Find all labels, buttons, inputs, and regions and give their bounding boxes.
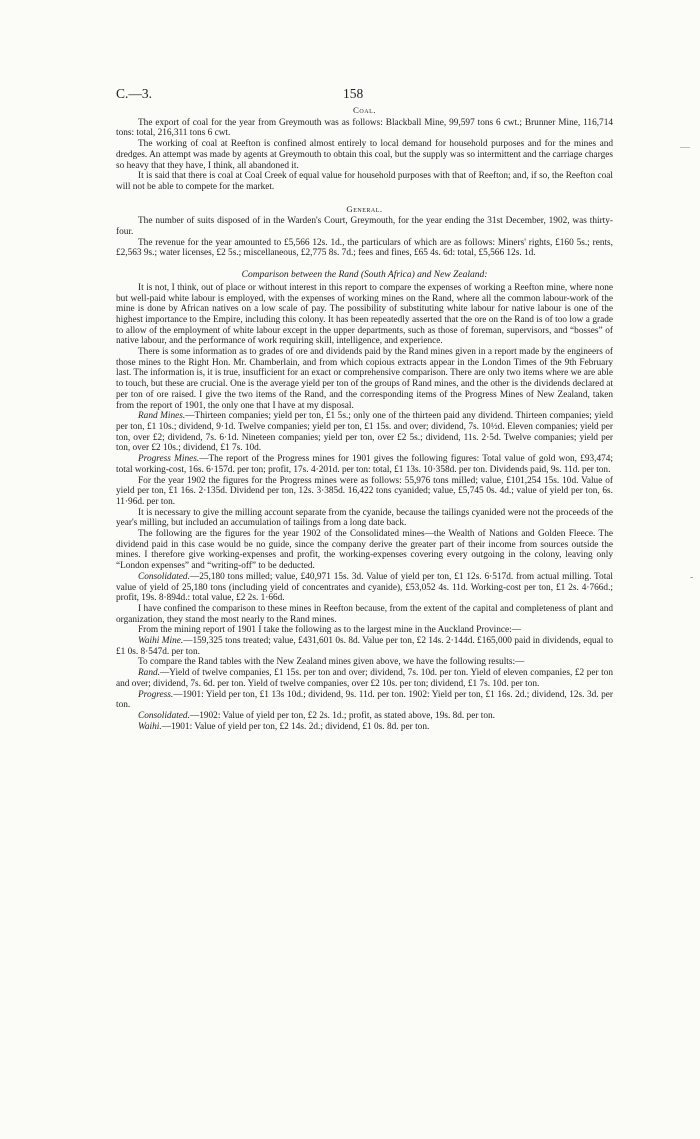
result-rand: Rand.—Yield of twelve companies, £1 15s. per ton and over; dividend, 7s. 10d. per ton. Yield of eleven companies, £2 per ton and over; dividend, 7s. 6d. per ton. Yield of twelve companies, over £2 10s. per ton; dividend, £1 7s. 10d. per ton. (116, 668, 613, 689)
paragraph: The revenue for the year amounted to £5,566 12s. 1d., the particulars of which are as follows: Miners' rights, £160 5s.; rents, £2,563 9s.; water licenses, £2 5s.; miscellaneous, £2,775 8s. 7d.; fees and fines, £65 4s. 6d: total, £5,566 12s. 1d. (116, 237, 613, 259)
page-number: 158 (343, 86, 364, 101)
paragraph: It is necessary to give the milling account separate from the cyanide, because the tailings cyanided were not the proceeds of the year's milling, but included an accumulation of tailings from a long date back. (116, 507, 613, 529)
report-code: C.—3. (116, 86, 153, 101)
paragraph: To compare the Rand tables with the New Zealand mines given above, we have the following results:— (138, 657, 525, 668)
paragraph: The following are the figures for the year 1902 of the Consolidated mines—the Wealth of Nations and Golden Fleece. The dividend paid in this case would be no guide, since the company derive the greater part of their income from sources outside the mines. I therefore give working-expenses and profit, the working-expenses covering every outgoing in the colony, leaving only “London expenses” and “writing-off” to be deducted. (116, 529, 613, 572)
paragraph: The number of suits disposed of in the Warden's Court, Greymouth, for the year ending the 31st December, 1902, was thirty-four. (116, 216, 613, 238)
result-waihi: Waihi.—1901: Value of yield per ton, £2 14s. 2d.; dividend, £1 0s. 8d. per ton. (138, 721, 430, 732)
paragraph: I have confined the comparison to these mines in Reefton because, from the extent of the capital and completeness of plant and organization, they stand the most nearly to the Rand mines. (116, 603, 613, 625)
margin-dash: - (690, 572, 694, 583)
margin-dash: — (680, 142, 690, 153)
paragraph: For the year 1902 the figures for the Progress mines were as follows: 55,976 tons milled; value, £101,254 15s. 10d. Value of yield per ton, £1 16s. 2·135d. Dividend per ton, 12s. 3·385d. 16,422 tons cyanided; value, £5,745 0s. 4d.; value of yield per ton, 6s. 11·96d. per ton. (116, 475, 613, 507)
document-body (116, 105, 613, 732)
result-progress: Progress.—1901: Yield per ton, £1 13s 10d.; dividend, 9s. 11d. per ton. 1902: Yield per ton, £1 16s. 2d.; dividend, 12s. 3d. per ton. (116, 689, 613, 711)
result-consolidated: Consolidated.—1902: Value of yield per ton, £2 2s. 1d.; profit, as stated above, 19s. 8d. per ton. (138, 710, 495, 721)
paragraph: The export of coal for the year from Greymouth was as follows: Blackball Mine, 99,597 tons 6 cwt.; Brunner Mine, 116,714 tons: total, 216,311 tons 6 cwt. (116, 117, 613, 139)
paragraph: It is said that there is coal at Coal Creek of equal value for household purposes with that of Reefton; and, if so, the Reefton coal will not be able to compete for the market. (116, 171, 613, 192)
waihi-mine-paragraph: Waihi Mine.—159,325 tons treated; value, £431,601 0s. 8d. Value per ton, £2 14s. 2·144d. £165,000 paid in dividends, equal to £1 0s. 8·547d. per ton. (116, 636, 613, 657)
paragraph: It is not, I think, out of place or without interest in this report to compare the expenses of working a Reefton mine, where none but well-paid white labour is employed, with the expenses of working mines on the Rand, where all the common labour-work of the mine is done by African natives on a low scale of pay. The possibility of substituting white labour for native labour is one of the highest importance to the Empire, including this colony. It has been repeatedly asserted that the ore on the Rand is of too low a grade to allow of the employment of white labour except in the upper departments, such as those of foreman, supervisors, and “bosses” of native labour, and the performance of work requiring skill, intelligence, and experience. (116, 282, 613, 347)
section-heading-general: General. (346, 203, 383, 214)
paragraph: There is some information as to grades of ore and dividends paid by the Rand mines given in a report made by the engineers of those mines to the Right Hon. Mr. Chamberlain, and from which copious extracts appear in the London Times of the 9th February last. The information is, it is true, insufficient for an exact or comprehensive comparison. There are only two items where we are able to touch, but these are crucial. One is the average yield per ton of the groups of Rand mines, and the other is the dividends declared at per ton of ore raised. I give the two items of the Rand, and the corresponding items of the Progress Mines of New Zealand, taken from the report of 1901, the only one that I have at my disposal. (116, 347, 613, 411)
paragraph: From the mining report of 1901 I take the following as to the largest mine in the Auckland Province:— (138, 625, 521, 636)
section-heading-coal: Coal. (353, 105, 376, 115)
paragraph: The working of coal at Reefton is confined almost entirely to local demand for household purposes and for the mines and dredges. An attempt was made by agents at Greymouth to obtain this coal, but the supply was so intermittent and the carriage charges so heavy that they have, I think, all abandoned it. (116, 139, 613, 171)
consolidated-paragraph: Consolidated.—25,180 tons milled; value, £40,971 15s. 3d. Value of yield per ton, £1 12s. 6·517d. from actual milling. Total value of yield of 25,180 tons (including yield of concentrates and cyanide), £53,052 4s. 11d. Working-cost per ton, £1 2s. 4·766d.; profit, 19s. 8·894d.: total value, £2 2s. 1·66d. (116, 571, 613, 604)
section-heading-comparison: Comparison between the Rand (South Africa) and New Zealand: (241, 270, 488, 281)
progress-mines-paragraph: Progress Mines.—The report of the Progress mines for 1901 gives the following figures: Total value of gold won, £93,474; total working-cost, 16s. 6·157d. per ton; profit, 17s. 4·201d. per ton: total, £1 13s. 10·358d. per ton. Dividends paid, 9s. 11d. per ton. (116, 454, 613, 475)
rand-mines-paragraph: Rand Mines.—Thirteen companies; yield per ton, £1 5s.; only one of the thirteen paid any dividend. Thirteen companies; yield per ton, £1 10s.; dividend, 9·1d. Twelve companies; yield per ton, £1 15s. and over; dividend, 7s. 10½d. Eleven companies; yield per ton, over £2; dividend, 7s. 6·1d. Nineteen companies; yield per ton, over £2 5s.; dividend, 11s. 2·5d. Twelve companies; yield per ton, over £2 10s.; dividend, £1 7s. 10d. (116, 411, 613, 454)
